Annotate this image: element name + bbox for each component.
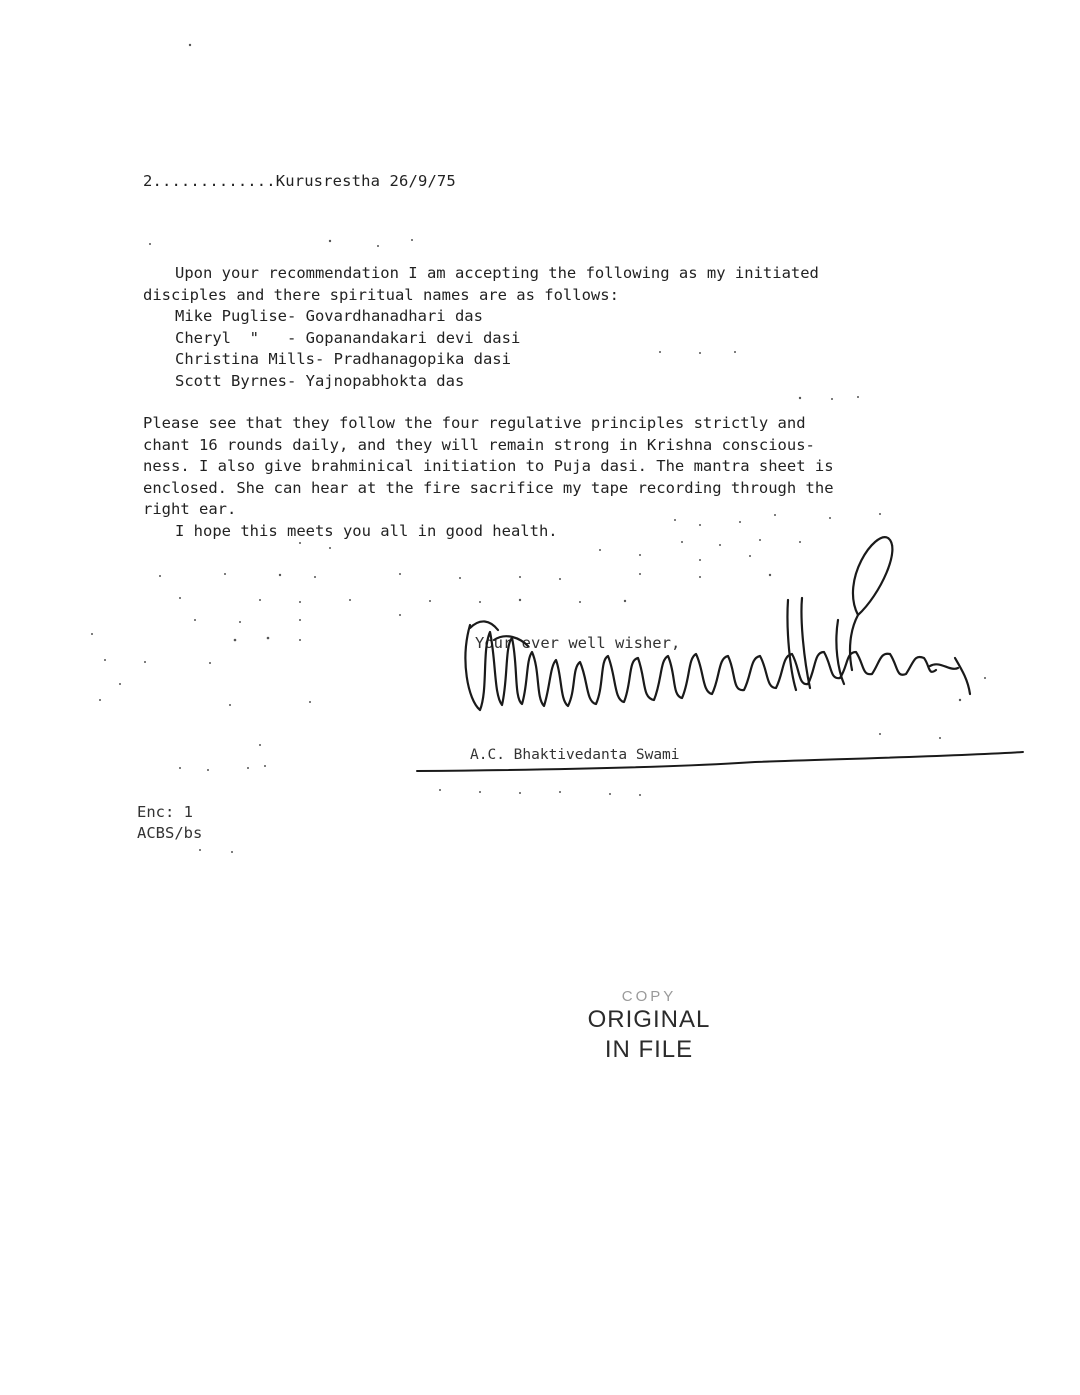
stamp-line-3: IN FILE — [604, 1036, 694, 1063]
paragraph-1-line-2: disciples and there spiritual names are as follows: — [143, 285, 619, 304]
paragraph-2-line: ness. I also give brahminical initiation to Puja dasi. The mantra sheet is — [143, 457, 834, 475]
paragraph-1-line-1: Upon your recommendation I am accepting the following as my initiated — [175, 264, 819, 282]
paragraph-2-line: chant 16 rounds daily, and they will remain strong in Krishna conscious- — [143, 435, 815, 454]
signer-name: A.C. Bhaktivedanta Swami — [470, 747, 680, 763]
initiate-item: Mike Puglise- Govardhanadhari das — [175, 307, 483, 325]
stamp-line-2: ORIGINAL — [587, 1006, 711, 1033]
initiates-list — [175, 306, 520, 392]
closing-line: I hope this meets you all in good health. — [175, 522, 558, 540]
paragraph-2-line: Please see that they follow the four regulative principles strictly and — [143, 414, 806, 432]
initiate-item: Scott Byrnes- Yajnopabhokta das — [175, 371, 465, 390]
stamp-line-1: COPY — [621, 988, 677, 1005]
signoff: Your ever well wisher, — [475, 634, 681, 652]
reference-initials: ACBS/bs — [137, 824, 203, 842]
original-in-file-stamp — [584, 988, 714, 1065]
initiate-item: Christina Mills- Pradhanagopika dasi — [175, 350, 511, 368]
enclosure-block — [137, 802, 202, 844]
paragraph-2-line: enclosed. She can hear at the fire sacrifice my tape recording through the — [143, 478, 834, 497]
enclosure-note: Enc: 1 — [137, 803, 193, 821]
paragraph-2-line: right ear. — [143, 500, 237, 518]
initiate-item: Cheryl " - Gopanandakari devi dasi — [175, 328, 521, 347]
letter-header: 2.............Kurusrestha 26/9/75 — [143, 172, 456, 190]
paragraph-1 — [143, 263, 819, 306]
handwritten-signature — [410, 520, 1030, 780]
paragraph-2 — [143, 413, 834, 521]
